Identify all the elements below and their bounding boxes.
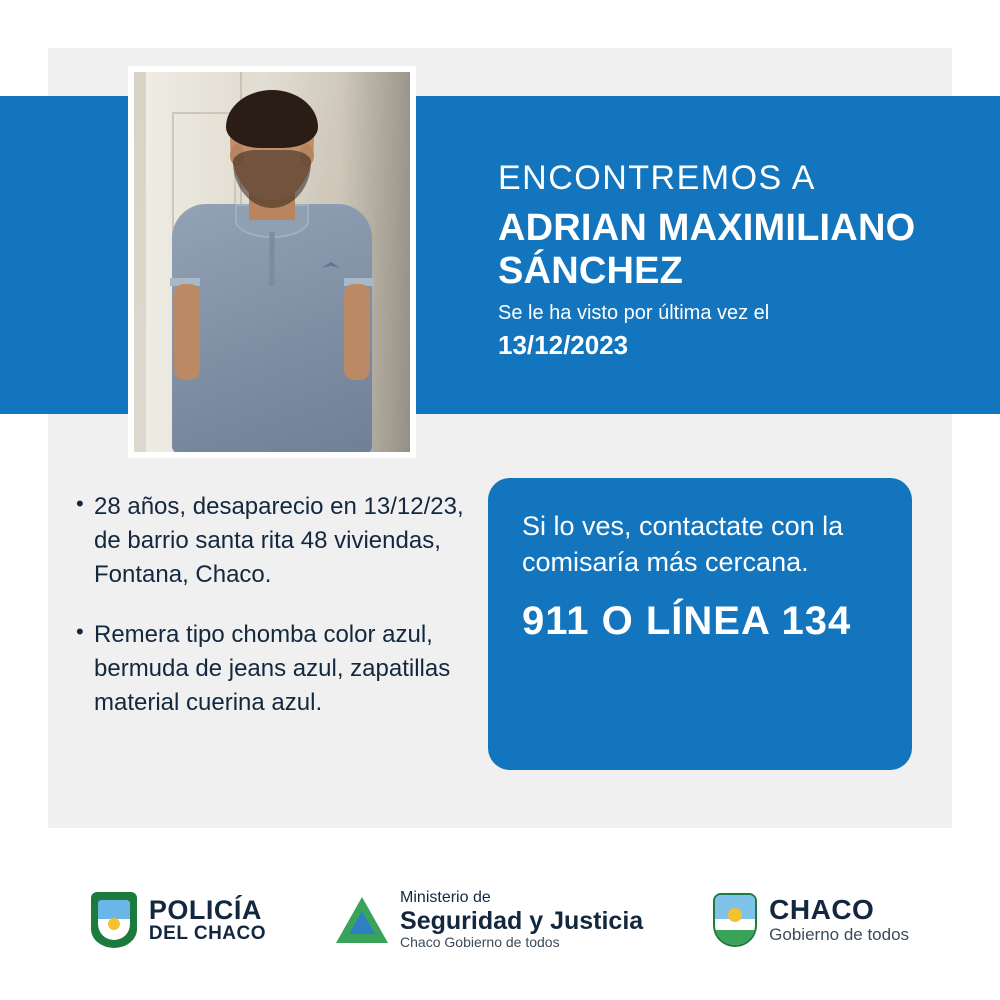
- logo-policia-line1: POLICÍA: [148, 894, 262, 925]
- logo-ministerio-line1: Ministerio de: [400, 889, 491, 907]
- headline-block: [498, 160, 968, 361]
- photo-placket: [270, 232, 275, 286]
- logo-policia-line2: DEL CHACO: [148, 923, 267, 945]
- footer-logos: [0, 860, 1000, 980]
- logo-ministerio: [336, 889, 643, 951]
- contact-box: [488, 478, 912, 770]
- logo-chaco-text: [769, 895, 909, 944]
- logo-ministerio-line2: Seguridad y Justicia: [400, 907, 644, 936]
- logo-ministerio-line3: Chaco Gobierno de todos: [400, 934, 560, 951]
- list-item: • 28 años, desaparecio en 13/12/23, de barrio santa rita 48 viviendas, Fontana, Chaco.: [76, 490, 476, 592]
- chaco-coat-of-arms-icon: [713, 893, 757, 947]
- logo-policia-text: [149, 896, 266, 944]
- last-seen-label: Se le ha visto por última vez el: [498, 302, 770, 325]
- logo-chaco-line2: Gobierno de todos: [769, 925, 910, 945]
- headline-kicker: ENCONTREMOS A: [498, 159, 816, 197]
- details-list: [76, 490, 476, 746]
- logo-policia-del-chaco: [91, 892, 266, 948]
- person-photo-frame: [128, 66, 416, 458]
- emergency-phone: 911 O LÍNEA 134: [522, 598, 852, 643]
- list-item: • Remera tipo chomba color azul, bermuda de jeans azul, zapatillas material cuerina azul.: [76, 618, 476, 720]
- person-photo: [134, 72, 410, 452]
- person-name: ADRIAN MAXIMILIANO SÁNCHEZ: [498, 207, 916, 292]
- logo-chaco-line1: CHACO: [769, 894, 875, 926]
- police-shield-inner: [98, 900, 130, 940]
- police-shield-icon: [91, 892, 137, 948]
- logo-chaco: [713, 893, 909, 947]
- photo-arm-left: [174, 284, 200, 380]
- chaco-emblem-green: [715, 930, 755, 945]
- contact-instruction: Si lo ves, contactate con la comisaría más cercana.: [522, 511, 844, 578]
- photo-arm-right: [344, 284, 370, 380]
- chaco-emblem-sun: [728, 908, 742, 922]
- last-seen-date: 13/12/2023: [498, 330, 629, 361]
- logo-ministerio-text: [400, 889, 643, 951]
- ministry-triangle-icon: [336, 897, 388, 943]
